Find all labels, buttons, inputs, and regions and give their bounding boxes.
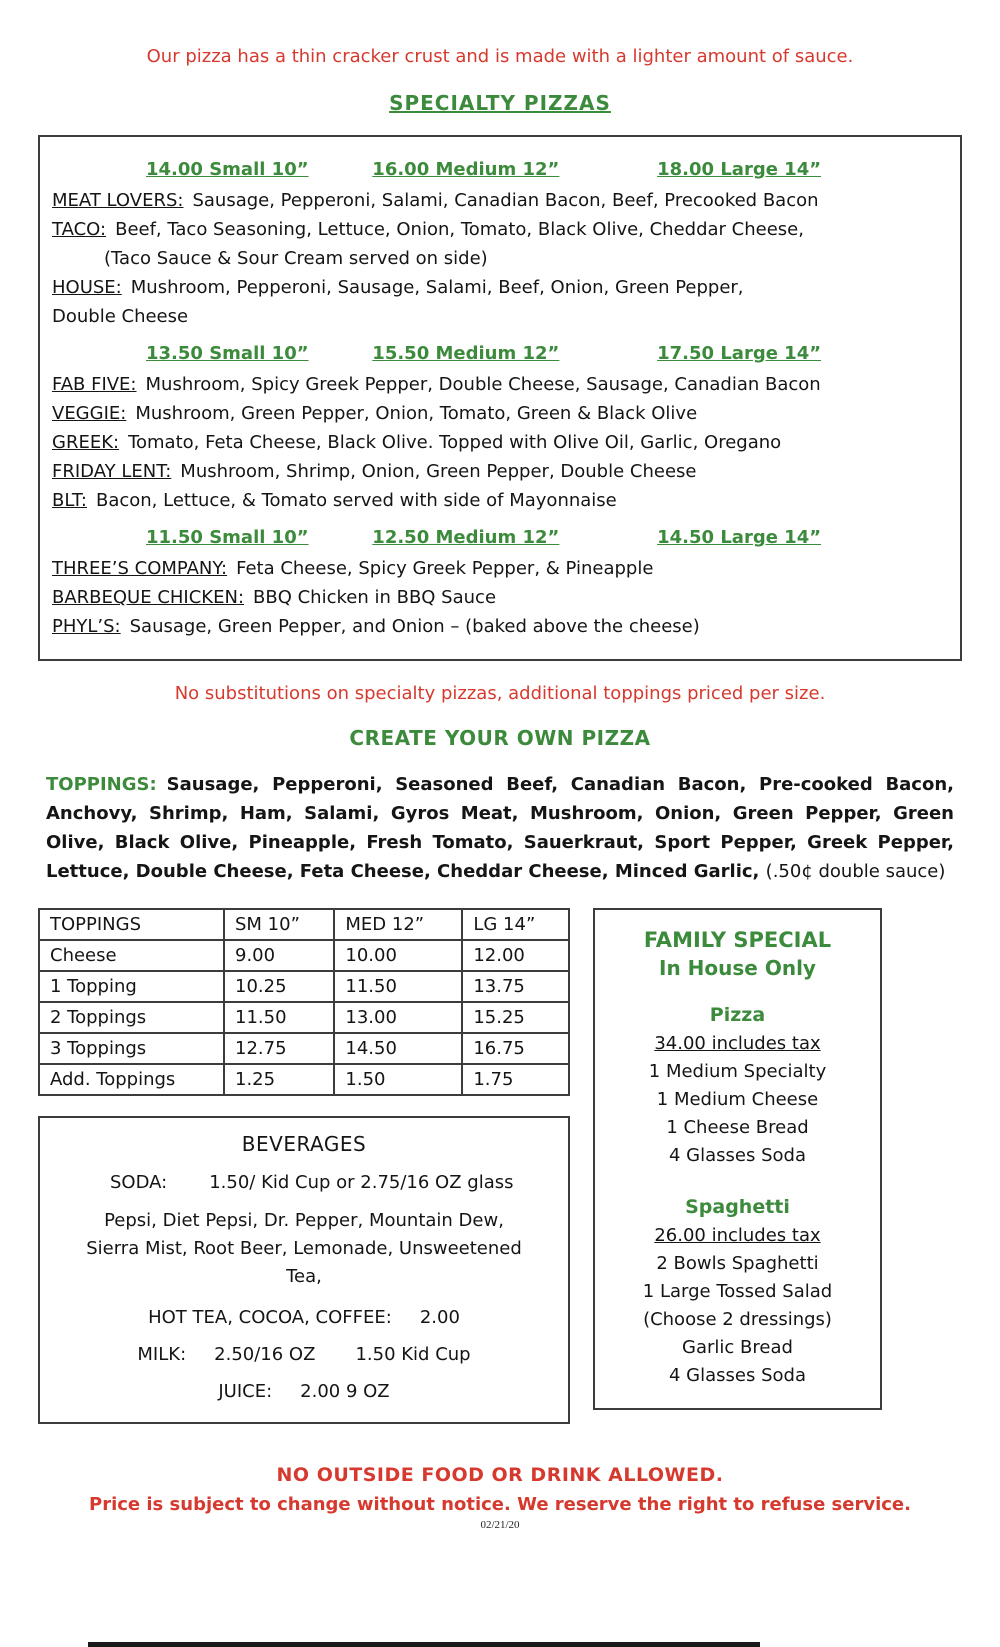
price-small: 11.50 Small 10” xyxy=(146,527,309,548)
item-name: GREEK: xyxy=(52,432,120,453)
pizza-special-item: 1 Medium Cheese xyxy=(656,1089,819,1110)
menu-item-phyls xyxy=(52,612,946,641)
table-row xyxy=(39,971,569,1002)
price-large: 18.00 Large 14” xyxy=(657,159,822,180)
hot-drinks-line xyxy=(54,1307,554,1328)
item-name: VEGGIE: xyxy=(52,403,127,424)
item-desc: Feta Cheese, Spicy Greek Pepper, & Pineapple xyxy=(236,558,654,579)
milk-price-kid: 1.50 Kid Cup xyxy=(355,1344,471,1365)
menu-item-taco xyxy=(52,215,946,244)
item-desc-continued: (Taco Sauce & Sour Cream served on side) xyxy=(104,248,488,269)
table-header-cell: SM 10” xyxy=(224,909,334,940)
table-cell: 13.00 xyxy=(334,1002,462,1033)
spaghetti-special-price: 26.00 includes tax xyxy=(654,1225,821,1246)
table-cell: 1.50 xyxy=(334,1064,462,1095)
menu-item-blt xyxy=(52,486,946,515)
spaghetti-special-heading: Spaghetti xyxy=(685,1196,790,1218)
table-cell: 15.25 xyxy=(462,1002,569,1033)
table-header-cell: TOPPINGS xyxy=(39,909,224,940)
pizza-special-item: 1 Cheese Bread xyxy=(666,1117,809,1138)
table-cell: Add. Toppings xyxy=(39,1064,224,1095)
spaghetti-special-item: Garlic Bread xyxy=(682,1337,793,1358)
in-house-only-label: In House Only xyxy=(659,956,816,980)
table-row xyxy=(39,940,569,971)
item-name: THREE’S COMPANY: xyxy=(52,558,228,579)
no-substitutions-note: No substitutions on specialty pizzas, additional toppings priced per size. xyxy=(174,683,826,704)
specialty-pizzas-box xyxy=(38,135,962,661)
price-row-tier-1 xyxy=(52,159,946,180)
soda-brands: Pepsi, Diet Pepsi, Dr. Pepper, Mountain Dew, Sierra Mist, Root Beer, Lemonade, Unsweetened Tea, xyxy=(86,1210,522,1287)
table-cell: 13.75 xyxy=(462,971,569,1002)
item-desc: Sausage, Green Pepper, and Onion – (baked above the cheese) xyxy=(129,616,700,637)
price-row-tier-2 xyxy=(52,343,946,364)
table-cell: 12.00 xyxy=(462,940,569,971)
milk-price-16oz: 2.50/16 OZ xyxy=(214,1344,316,1365)
milk-line xyxy=(54,1344,554,1365)
price-large: 17.50 Large 14” xyxy=(657,343,822,364)
pizza-special-item: 1 Medium Specialty xyxy=(648,1061,827,1082)
spaghetti-special-item: 4 Glasses Soda xyxy=(669,1365,806,1386)
soda-price: 1.50/ Kid Cup or 2.75/16 OZ glass xyxy=(209,1172,514,1193)
intro-note: Our pizza has a thin cracker crust and is made with a lighter amount of sauce. xyxy=(146,46,854,67)
table-cell: 1.75 xyxy=(462,1064,569,1095)
table-cell: 11.50 xyxy=(224,1002,334,1033)
item-desc: Mushroom, Green Pepper, Onion, Tomato, Green & Black Olive xyxy=(135,403,698,424)
item-name: FAB FIVE: xyxy=(52,374,137,395)
specialty-pizzas-heading: SPECIALTY PIZZAS xyxy=(389,91,611,115)
price-small: 14.00 Small 10” xyxy=(146,159,309,180)
left-column xyxy=(38,908,570,1424)
price-medium: 12.50 Medium 12” xyxy=(372,527,560,548)
hot-drinks-price: 2.00 xyxy=(419,1307,460,1328)
juice-label: JUICE: xyxy=(218,1381,273,1402)
pizza-special-item: 4 Glasses Soda xyxy=(669,1145,806,1166)
table-cell: 14.50 xyxy=(334,1033,462,1064)
table-cell: 1.25 xyxy=(224,1064,334,1095)
toppings-label: TOPPINGS: xyxy=(46,774,157,795)
item-name: TACO: xyxy=(52,219,107,240)
juice-line xyxy=(54,1381,554,1402)
page-bottom-edge-line xyxy=(88,1642,760,1647)
double-sauce-note: (.50¢ double sauce) xyxy=(765,861,946,882)
item-name: MEAT LOVERS: xyxy=(52,190,184,211)
juice-price: 2.00 9 OZ xyxy=(300,1381,390,1402)
item-desc: Bacon, Lettuce, & Tomato served with side of Mayonnaise xyxy=(95,490,617,511)
price-large: 14.50 Large 14” xyxy=(657,527,822,548)
menu-item-house xyxy=(52,273,946,302)
menu-item-friday-lent xyxy=(52,457,946,486)
family-special-box xyxy=(593,908,882,1410)
item-desc: Beef, Taco Seasoning, Lettuce, Onion, Tomato, Black Olive, Cheddar Cheese, xyxy=(115,219,804,240)
table-cell: 2 Toppings xyxy=(39,1002,224,1033)
soda-label: SODA: xyxy=(110,1172,168,1193)
pizza-special-heading: Pizza xyxy=(709,1004,766,1026)
spaghetti-special-item: 1 Large Tossed Salad xyxy=(642,1281,833,1302)
item-desc: Tomato, Feta Cheese, Black Olive. Topped with Olive Oil, Garlic, Oregano xyxy=(128,432,782,453)
spaghetti-special-item: 2 Bowls Spaghetti xyxy=(656,1253,819,1274)
table-cell: 3 Toppings xyxy=(39,1033,224,1064)
lower-section xyxy=(38,908,1000,1424)
price-medium: 16.00 Medium 12” xyxy=(372,159,560,180)
table-cell: 10.00 xyxy=(334,940,462,971)
table-cell: Cheese xyxy=(39,940,224,971)
item-desc: Mushroom, Pepperoni, Sausage, Salami, Beef, Onion, Green Pepper, xyxy=(130,277,744,298)
item-name: FRIDAY LENT: xyxy=(52,461,172,482)
price-small: 13.50 Small 10” xyxy=(146,343,309,364)
price-row-tier-3 xyxy=(52,527,946,548)
table-header-cell: LG 14” xyxy=(462,909,569,940)
table-row xyxy=(39,1002,569,1033)
table-cell: 9.00 xyxy=(224,940,334,971)
menu-item-threes-company xyxy=(52,554,946,583)
item-desc: Mushroom, Shrimp, Onion, Green Pepper, Double Cheese xyxy=(180,461,697,482)
table-cell: 11.50 xyxy=(334,971,462,1002)
item-desc: Sausage, Pepperoni, Salami, Canadian Bacon, Beef, Precooked Bacon xyxy=(192,190,819,211)
table-cell: 1 Topping xyxy=(39,971,224,1002)
price-medium: 15.50 Medium 12” xyxy=(372,343,560,364)
toppings-list: Sausage, Pepperoni, Seasoned Beef, Canadian Bacon, Pre-cooked Bacon, Anchovy, Shrimp, Ham, Salami, Gyros Meat, Mushroom, Onion, Green Pepper, Green Olive, Black Olive, Pineapple, Fresh Tomato, Sauerkraut, Sport Pepper, Greek Pepper, Lettuce, Double Cheese, Feta Cheese, Cheddar Cheese, Minced Garlic, xyxy=(46,774,954,882)
price-change-notice: Price is subject to change without notice. We reserve the right to refuse service. xyxy=(89,1494,911,1515)
pizza-special-price: 34.00 includes tax xyxy=(654,1033,821,1054)
item-desc: BBQ Chicken in BBQ Sauce xyxy=(253,587,497,608)
soda-line xyxy=(54,1172,554,1193)
menu-item-greek xyxy=(52,428,946,457)
table-header-row xyxy=(39,909,569,940)
table-cell: 10.25 xyxy=(224,971,334,1002)
table-header-cell: MED 12” xyxy=(334,909,462,940)
item-name: PHYL’S: xyxy=(52,616,121,637)
beverages-heading: BEVERAGES xyxy=(241,1132,367,1156)
menu-date: 02/21/20 xyxy=(480,1519,520,1531)
no-outside-food-notice: NO OUTSIDE FOOD OR DRINK ALLOWED. xyxy=(276,1464,724,1486)
table-row xyxy=(39,1033,569,1064)
hot-drinks-label: HOT TEA, COCOA, COFFEE: xyxy=(148,1307,392,1328)
family-special-heading: FAMILY SPECIAL xyxy=(643,928,832,952)
menu-item-fab-five xyxy=(52,370,946,399)
toppings-price-table xyxy=(38,908,570,1096)
milk-label: MILK: xyxy=(137,1344,187,1365)
spaghetti-special-item: (Choose 2 dressings) xyxy=(643,1309,832,1330)
toppings-paragraph xyxy=(46,770,954,886)
menu-item-barbeque-chicken xyxy=(52,583,946,612)
item-name: HOUSE: xyxy=(52,277,122,298)
table-cell: 12.75 xyxy=(224,1033,334,1064)
menu-item-veggie xyxy=(52,399,946,428)
table-cell: 16.75 xyxy=(462,1033,569,1064)
table-row xyxy=(39,1064,569,1095)
menu-item-meat-lovers xyxy=(52,186,946,215)
item-desc-continued: Double Cheese xyxy=(52,306,189,327)
beverages-box xyxy=(38,1116,570,1424)
item-name: BARBEQUE CHICKEN: xyxy=(52,587,245,608)
item-name: BLT: xyxy=(52,490,87,511)
item-desc: Mushroom, Spicy Greek Pepper, Double Cheese, Sausage, Canadian Bacon xyxy=(145,374,821,395)
create-your-own-heading: CREATE YOUR OWN PIZZA xyxy=(349,726,651,750)
